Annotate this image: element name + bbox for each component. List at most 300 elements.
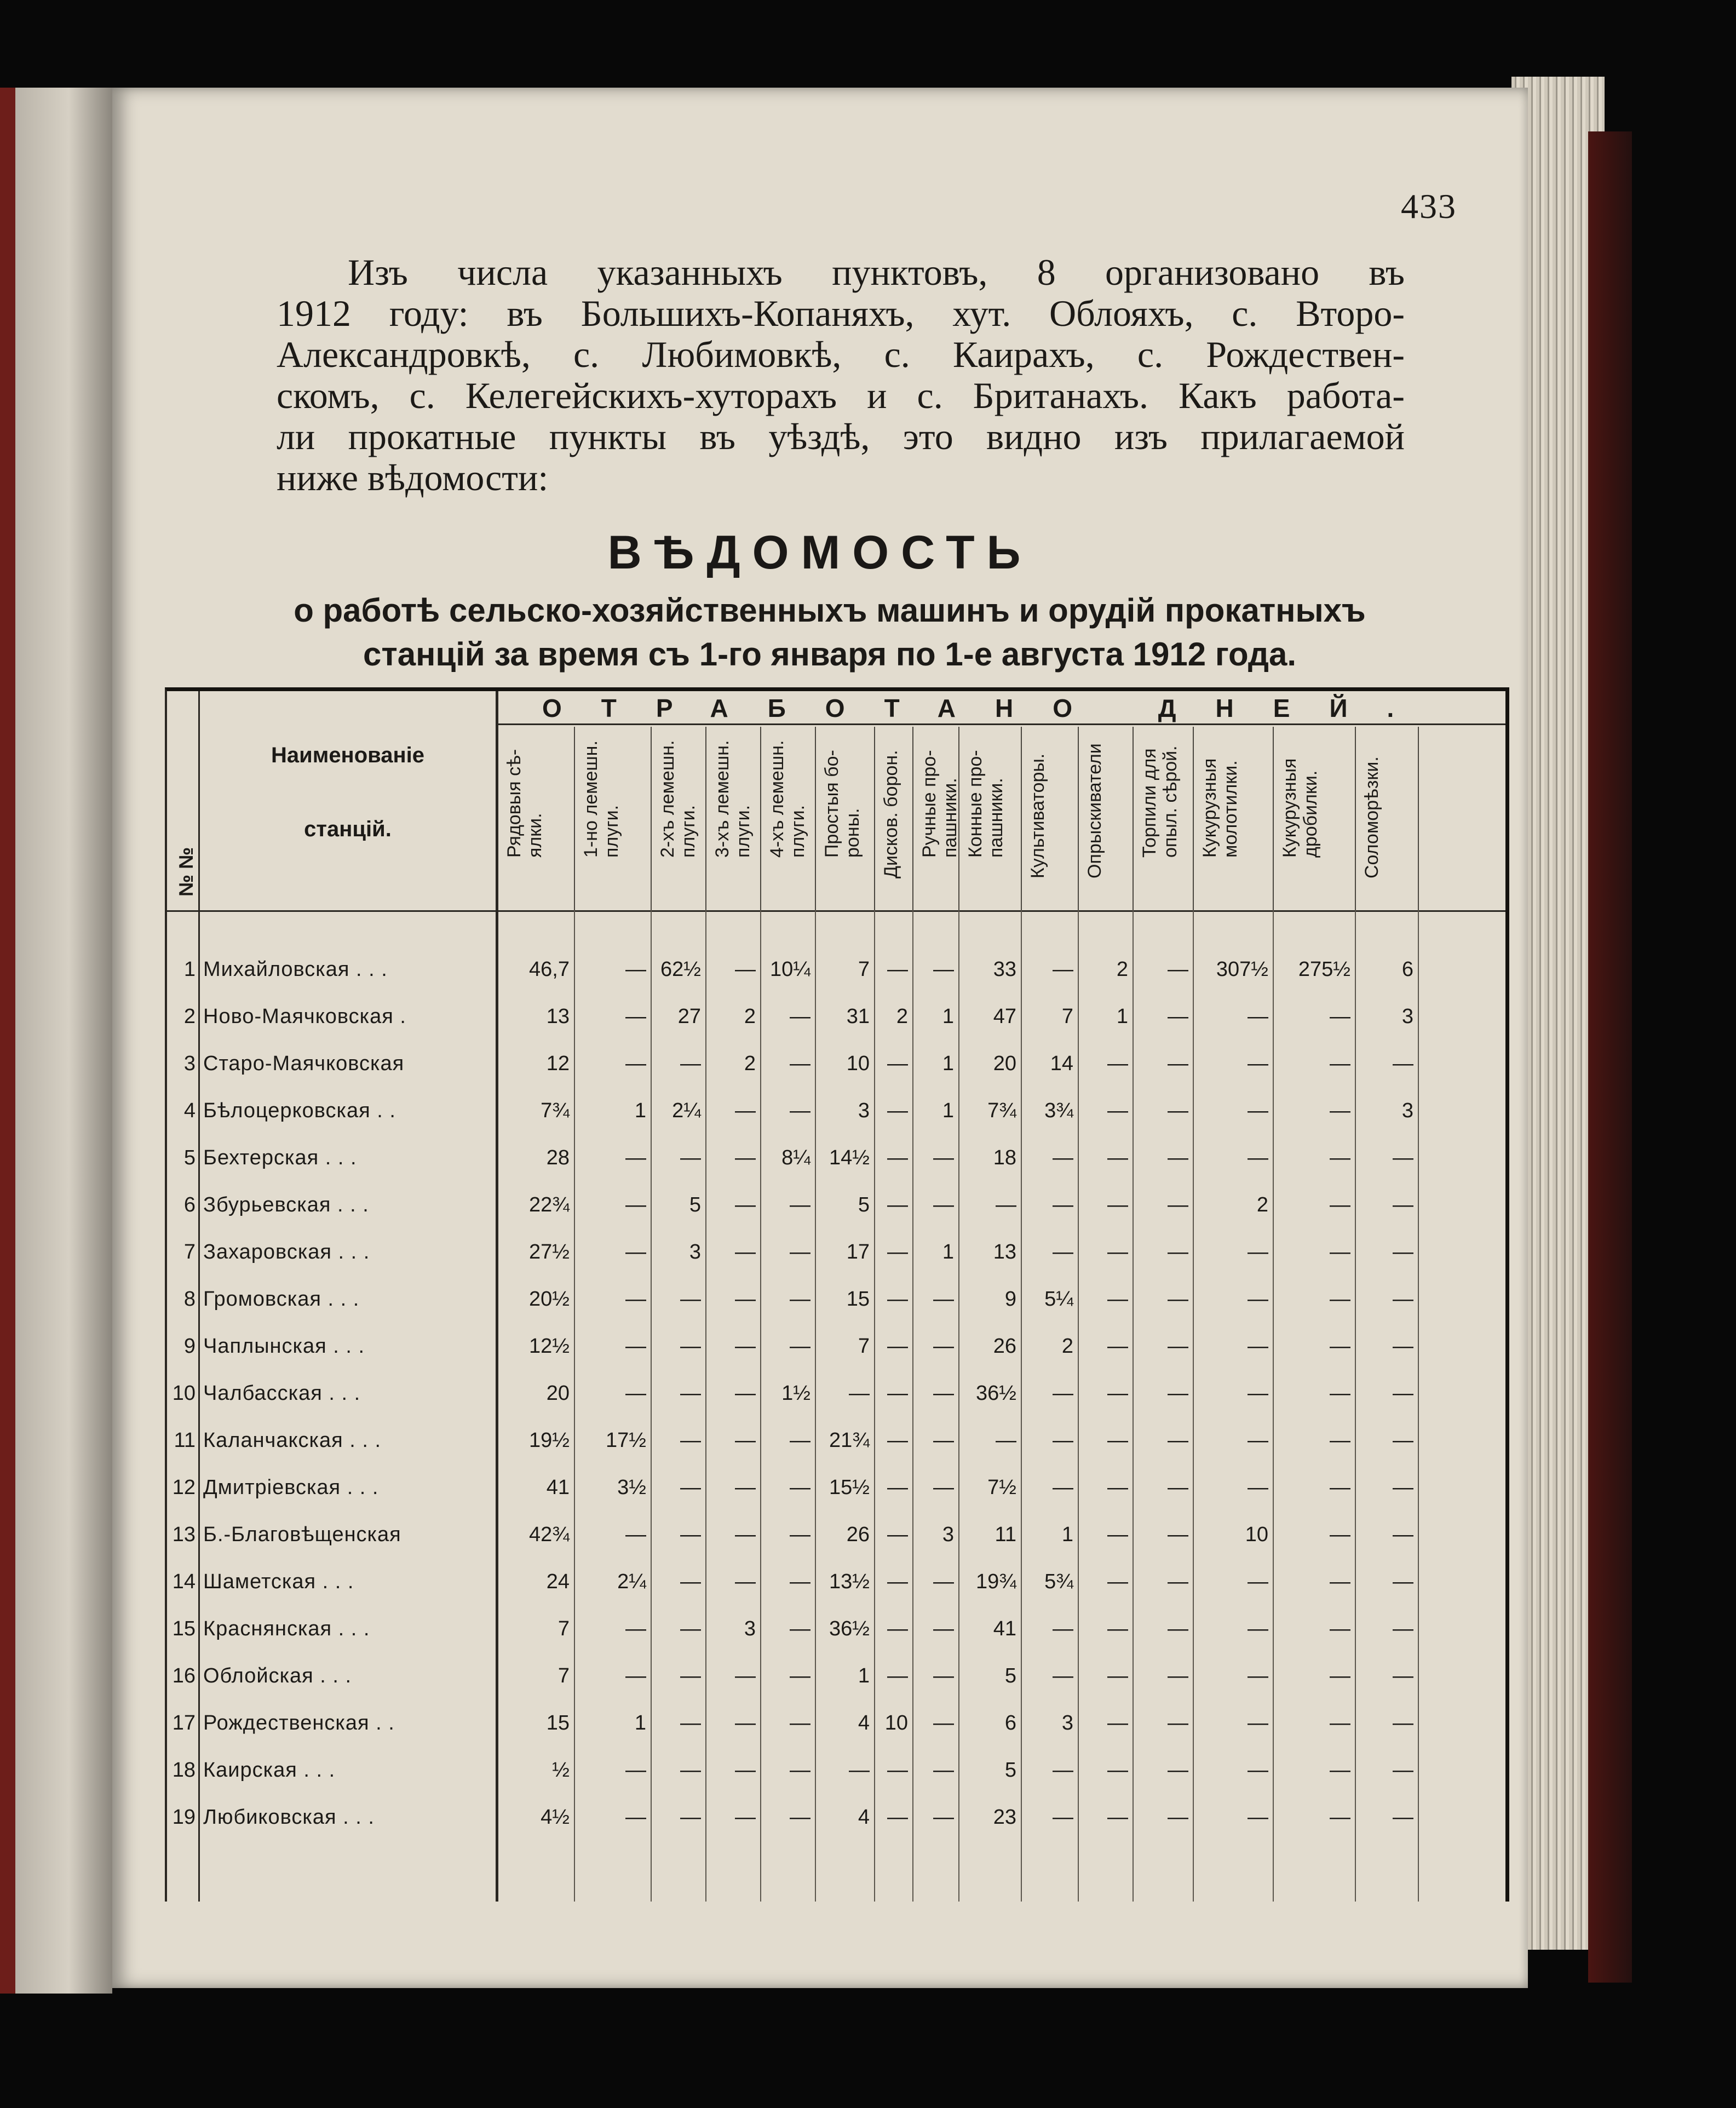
- book-cover-edge: [1588, 131, 1632, 1983]
- table-cell: 3: [942, 1523, 954, 1546]
- table-cell: —: [1107, 1476, 1128, 1499]
- table-cell: 2: [1116, 958, 1128, 981]
- table-cell: —: [933, 1759, 954, 1782]
- document-subtitle: [244, 589, 1416, 676]
- column-header-line: Соломорѣзки.: [1361, 756, 1382, 878]
- table-cell: —: [735, 1146, 756, 1169]
- station-name: Михайловская . . .: [203, 958, 388, 981]
- table-row: [167, 1040, 1505, 1087]
- table-cell: —: [887, 1240, 908, 1263]
- table-cell: —: [887, 1523, 908, 1546]
- table-cell: 10¼: [770, 958, 810, 981]
- station-name: Бехтерская . . .: [203, 1146, 357, 1169]
- table-cell: 17½: [606, 1429, 646, 1452]
- table-cell: —: [887, 958, 908, 981]
- table-cell: —: [680, 1429, 701, 1452]
- column-header-text: [821, 750, 863, 858]
- table-cell: —: [1168, 1759, 1188, 1782]
- table-cell: —: [933, 1382, 954, 1405]
- table-row: [167, 1323, 1505, 1370]
- table-cell: 3: [689, 1240, 701, 1263]
- table-cell: —: [625, 1288, 646, 1311]
- column-header: [1194, 727, 1274, 910]
- column-header-line: Опрыскиватели: [1084, 743, 1105, 878]
- table-cell: —: [1053, 1759, 1073, 1782]
- table-cell: —: [933, 1617, 954, 1640]
- table-cell: —: [996, 1429, 1016, 1452]
- row-number: 14: [172, 1570, 196, 1593]
- table-cell: —: [790, 1759, 810, 1782]
- table-cell: 41: [993, 1617, 1016, 1640]
- station-name: Ново-Маячковская .: [203, 1005, 406, 1028]
- table-cell: 3¾: [1044, 1099, 1073, 1122]
- column-header-line: плуги.: [678, 805, 699, 858]
- table-cell: —: [1330, 1005, 1350, 1028]
- station-name: Чалбасская . . .: [203, 1382, 361, 1405]
- table-cell: 7: [557, 1617, 570, 1640]
- table-cell: 6: [1004, 1711, 1016, 1734]
- table-cell: —: [1053, 1146, 1073, 1169]
- table-cell: —: [790, 1005, 810, 1028]
- table-cell: —: [1393, 1146, 1413, 1169]
- table-cell: 1: [942, 1240, 954, 1263]
- table-cell: —: [1248, 1005, 1268, 1028]
- table-cell: —: [790, 1664, 810, 1687]
- table-cell: —: [680, 1806, 701, 1829]
- table-cell: —: [1248, 1617, 1268, 1640]
- table-cell: —: [933, 1476, 954, 1499]
- table-cell: 26: [846, 1523, 870, 1546]
- table-cell: 21¾: [829, 1429, 870, 1452]
- table-cell: —: [887, 1193, 908, 1216]
- table-cell: —: [1330, 1382, 1350, 1405]
- column-header-text: [1279, 759, 1321, 858]
- table-cell: —: [1330, 1711, 1350, 1734]
- table-cell: 14: [1050, 1052, 1073, 1075]
- table-cell: —: [1248, 1806, 1268, 1829]
- table-cell: —: [680, 1288, 701, 1311]
- table-cell: —: [1107, 1288, 1128, 1311]
- station-name: Б.-Благовѣщенская: [203, 1523, 401, 1546]
- table-cell: 17: [846, 1240, 870, 1263]
- left-page-edge: [0, 88, 112, 1994]
- table-cell: 1: [1061, 1523, 1073, 1546]
- row-number: 17: [172, 1711, 196, 1734]
- table-cell: 62½: [660, 958, 701, 981]
- name-column-header: [200, 691, 498, 910]
- table-cell: 24: [546, 1570, 570, 1593]
- column-header-line: Ручные про-: [919, 750, 940, 858]
- number-column-header: [167, 691, 200, 910]
- column-header: [761, 727, 816, 910]
- table-cell: —: [1248, 1382, 1268, 1405]
- table-cell: 15: [546, 1711, 570, 1734]
- table-cell: —: [887, 1429, 908, 1452]
- table-cell: —: [625, 958, 646, 981]
- table-cell: 20: [546, 1382, 570, 1405]
- table-cell: —: [625, 1664, 646, 1687]
- column-header: [1274, 727, 1356, 910]
- table-row: [167, 1699, 1505, 1747]
- table-cell: —: [1330, 1288, 1350, 1311]
- table-cell: —: [933, 1664, 954, 1687]
- table-cell: —: [1107, 1429, 1128, 1452]
- table-row: [167, 1794, 1505, 1841]
- table-cell: 23: [993, 1806, 1016, 1829]
- table-row: [167, 1464, 1505, 1511]
- column-header-text: [580, 740, 622, 858]
- table-cell: —: [625, 1759, 646, 1782]
- table-cell: —: [887, 1806, 908, 1829]
- table-cell: 4½: [541, 1806, 570, 1829]
- table-cell: —: [735, 1759, 756, 1782]
- table-cell: —: [790, 1193, 810, 1216]
- station-name: Бѣлоцерковская . .: [203, 1099, 396, 1122]
- table-cell: —: [735, 1335, 756, 1358]
- column-header-line: 2-хъ лемешн.: [657, 740, 678, 858]
- table-cell: 46,7: [529, 958, 570, 981]
- column-header: [1134, 727, 1194, 910]
- table-cell: —: [680, 1570, 701, 1593]
- station-name: Захаровская . . .: [203, 1240, 370, 1263]
- table-cell: 5: [689, 1193, 701, 1216]
- table-cell: —: [680, 1382, 701, 1405]
- table-cell: —: [1248, 1476, 1268, 1499]
- table-cell: —: [1330, 1099, 1350, 1122]
- subtitle-line: станцій за время съ 1-го января по 1-е августа 1912 года.: [363, 636, 1297, 673]
- table-cell: —: [1053, 1382, 1073, 1405]
- table-cell: —: [1107, 1664, 1128, 1687]
- table-cell: 2¼: [672, 1099, 701, 1122]
- table-cell: —: [680, 1711, 701, 1734]
- table-cell: —: [1393, 1382, 1413, 1405]
- table-cell: —: [1248, 1335, 1268, 1358]
- table-cell: —: [887, 1570, 908, 1593]
- table-cell: —: [1053, 1806, 1073, 1829]
- table-cell: 13: [993, 1240, 1016, 1263]
- table-cell: —: [1248, 1429, 1268, 1452]
- table-cell: 7: [858, 1335, 870, 1358]
- table-cell: —: [1393, 1335, 1413, 1358]
- table-cell: —: [790, 1570, 810, 1593]
- column-header-text: [657, 740, 699, 858]
- table-cell: —: [1330, 1193, 1350, 1216]
- station-name: Збурьевская . . .: [203, 1193, 369, 1216]
- table-cell: —: [625, 1382, 646, 1405]
- table-cell: —: [1168, 1429, 1188, 1452]
- table-cell: 27½: [529, 1240, 570, 1263]
- column-header-line: пашники.: [940, 778, 961, 858]
- table-cell: 7: [858, 958, 870, 981]
- table-cell: —: [625, 1146, 646, 1169]
- table-cell: 33: [993, 958, 1016, 981]
- table-cell: —: [735, 1664, 756, 1687]
- table-cell: —: [1168, 1005, 1188, 1028]
- table-cell: —: [790, 1240, 810, 1263]
- table-cell: —: [790, 1099, 810, 1122]
- name-header-line: станцій.: [304, 817, 392, 841]
- table-cell: 20½: [529, 1288, 570, 1311]
- column-header-text: [919, 750, 961, 858]
- table-cell: 3: [744, 1617, 756, 1640]
- table-cell: —: [680, 1523, 701, 1546]
- table-cell: 5: [858, 1193, 870, 1216]
- table-row: [167, 1134, 1505, 1181]
- table-cell: —: [735, 1523, 756, 1546]
- table-cell: —: [1330, 1759, 1350, 1782]
- column-header-line: плуги.: [601, 805, 622, 858]
- table-cell: —: [1393, 1711, 1413, 1734]
- table-cell: —: [1248, 1711, 1268, 1734]
- row-number: 7: [183, 1240, 196, 1263]
- table-row: [167, 1417, 1505, 1464]
- column-header-text: [504, 749, 545, 858]
- table-row: [167, 1370, 1505, 1417]
- table-cell: —: [1393, 1240, 1413, 1263]
- table-cell: —: [1330, 1476, 1350, 1499]
- table-cell: 19½: [529, 1429, 570, 1452]
- paragraph-line: ли прокатные пункты въ уѣздѣ, это видно изъ прилагаемой: [277, 416, 1405, 457]
- table-cell: —: [735, 1429, 756, 1452]
- paragraph-line: Александровкѣ, с. Любимовкѣ, с. Каирахъ, с. Рождествен-: [277, 334, 1405, 375]
- table-cell: —: [625, 1052, 646, 1075]
- table-cell: 12½: [529, 1335, 570, 1358]
- row-number: 5: [183, 1146, 196, 1169]
- table-cell: —: [887, 1664, 908, 1687]
- column-header-line: дробилки.: [1300, 770, 1321, 858]
- table-cell: —: [933, 1806, 954, 1829]
- table-cell: —: [1330, 1806, 1350, 1829]
- table-cell: —: [1330, 1570, 1350, 1593]
- table-cell: —: [1248, 1240, 1268, 1263]
- table-cell: —: [1330, 1335, 1350, 1358]
- table-cell: —: [1107, 1382, 1128, 1405]
- column-header-line: Простыя бо-: [821, 750, 842, 858]
- machines-table: [165, 687, 1509, 1902]
- column-header: [1079, 727, 1134, 910]
- book-page: [112, 88, 1528, 1988]
- table-cell: —: [933, 1146, 954, 1169]
- document-title: ВѢДОМОСТЬ: [607, 526, 1033, 579]
- column-header-line: Дисков. борон.: [881, 750, 901, 878]
- row-number: 3: [183, 1052, 196, 1075]
- table-cell: —: [887, 1335, 908, 1358]
- station-name: Краснянская . . .: [203, 1617, 370, 1640]
- table-cell: 28: [546, 1146, 570, 1169]
- table-cell: —: [680, 1759, 701, 1782]
- table-cell: —: [1107, 1146, 1128, 1169]
- table-cell: —: [1393, 1429, 1413, 1452]
- table-cell: —: [680, 1052, 701, 1075]
- row-number: 8: [183, 1288, 196, 1311]
- table-cell: —: [1053, 1617, 1073, 1640]
- table-cell: 7¾: [541, 1099, 570, 1122]
- column-header-line: Рядовыя сѣ-: [504, 749, 525, 858]
- table-cell: —: [625, 1005, 646, 1028]
- table-cell: 4: [858, 1711, 870, 1734]
- table-row: [167, 993, 1505, 1040]
- station-name: Старо-Маячковская: [203, 1052, 405, 1075]
- table-cell: 275½: [1298, 958, 1350, 981]
- table-cell: —: [1248, 1759, 1268, 1782]
- table-cell: —: [735, 1382, 756, 1405]
- column-header-text: [767, 740, 808, 858]
- table-cell: —: [625, 1240, 646, 1263]
- table-cell: —: [1107, 1240, 1128, 1263]
- station-name: Дмитріевская . . .: [203, 1476, 379, 1499]
- table-cell: 1: [942, 1052, 954, 1075]
- table-cell: —: [1248, 1664, 1268, 1687]
- column-header-line: плуги.: [787, 805, 808, 858]
- table-cell: —: [1168, 1806, 1188, 1829]
- table-cell: —: [625, 1193, 646, 1216]
- table-cell: 10: [884, 1711, 908, 1734]
- table-cell: 1: [634, 1099, 646, 1122]
- table-cell: —: [1107, 1759, 1128, 1782]
- column-header: [652, 727, 706, 910]
- column-header-text: [1199, 759, 1241, 858]
- table-cell: 9: [1004, 1288, 1016, 1311]
- table-cell: 3½: [617, 1476, 646, 1499]
- table-cell: —: [680, 1146, 701, 1169]
- table-cell: 7: [557, 1664, 570, 1687]
- table-row: [167, 1747, 1505, 1794]
- table-cell: —: [1107, 1570, 1128, 1593]
- table-cell: 8¼: [781, 1146, 810, 1169]
- table-row: [167, 1652, 1505, 1699]
- table-cell: 2: [896, 1005, 908, 1028]
- table-cell: 19¾: [976, 1570, 1016, 1593]
- paragraph-line: Изъ числа указанныхъ пунктовъ, 8 организовано въ: [348, 251, 1405, 293]
- table-cell: —: [1053, 958, 1073, 981]
- table-cell: 7¾: [987, 1099, 1016, 1122]
- table-cell: —: [735, 1570, 756, 1593]
- group-header: ОТРАБОТАНО ДНЕЙ.: [498, 691, 1505, 725]
- table-cell: —: [887, 1288, 908, 1311]
- table-cell: —: [680, 1617, 701, 1640]
- table-cell: —: [790, 1711, 810, 1734]
- column-header: [816, 727, 875, 910]
- table-cell: 11: [995, 1523, 1016, 1546]
- number-header-text: № №: [175, 847, 197, 897]
- column-header-line: Конные про-: [965, 750, 986, 858]
- table-cell: —: [790, 1617, 810, 1640]
- table-cell: 5: [1004, 1759, 1016, 1782]
- intro-paragraph: [277, 252, 1405, 498]
- table-cell: —: [1107, 1806, 1128, 1829]
- table-cell: 10: [846, 1052, 870, 1075]
- table-cell: —: [933, 1288, 954, 1311]
- paragraph-line: 1912 году: въ Большихъ-Копаняхъ, хут. Облояхъ, с. Второ-: [277, 292, 1405, 334]
- column-header-text: [965, 750, 1007, 858]
- table-cell: 5¼: [1044, 1288, 1073, 1311]
- table-cell: —: [1168, 1193, 1188, 1216]
- table-cell: —: [887, 1476, 908, 1499]
- column-header-line: ялки.: [525, 813, 545, 858]
- table-cell: 10: [1245, 1523, 1268, 1546]
- table-cell: —: [933, 1429, 954, 1452]
- table-cell: 3: [1401, 1005, 1413, 1028]
- row-number: 6: [183, 1193, 196, 1216]
- table-cell: —: [790, 1429, 810, 1452]
- station-name: Шаметская . . .: [203, 1570, 354, 1593]
- column-header-line: роны.: [842, 808, 863, 858]
- column-header-line: 4-хъ лемешн.: [767, 740, 787, 858]
- table-cell: —: [1393, 1052, 1413, 1075]
- table-cell: —: [887, 1382, 908, 1405]
- table-cell: 2: [1256, 1193, 1268, 1216]
- table-cell: 1: [942, 1099, 954, 1122]
- paragraph-line: ниже вѣдомости:: [277, 457, 549, 498]
- table-cell: —: [1168, 1617, 1188, 1640]
- column-header: [1022, 727, 1079, 910]
- table-cell: —: [887, 1617, 908, 1640]
- table-cell: 3: [1401, 1099, 1413, 1122]
- table-cell: —: [1168, 958, 1188, 981]
- table-cell: —: [735, 958, 756, 981]
- column-header-line: опыл. сѣрой.: [1160, 745, 1181, 858]
- table-cell: —: [790, 1052, 810, 1075]
- table-cell: —: [1107, 1617, 1128, 1640]
- table-cell: —: [1393, 1193, 1413, 1216]
- table-cell: —: [1248, 1570, 1268, 1593]
- table-cell: —: [1168, 1052, 1188, 1075]
- column-header-line: 3-хъ лемешн.: [712, 740, 733, 858]
- row-number: 2: [183, 1005, 196, 1028]
- table-cell: —: [1107, 1335, 1128, 1358]
- table-cell: —: [1168, 1099, 1188, 1122]
- table-cell: —: [1393, 1288, 1413, 1311]
- row-number: 15: [172, 1617, 196, 1640]
- table-cell: —: [735, 1476, 756, 1499]
- table-cell: 36½: [976, 1382, 1016, 1405]
- column-header-line: Кукурузныя: [1199, 758, 1220, 858]
- row-number: 19: [172, 1806, 196, 1829]
- table-cell: 36½: [829, 1617, 870, 1640]
- table-row: [167, 1276, 1505, 1323]
- table-cell: —: [625, 1806, 646, 1829]
- table-cell: —: [735, 1099, 756, 1122]
- table-cell: —: [933, 1193, 954, 1216]
- table-cell: 5: [1004, 1664, 1016, 1687]
- table-cell: 4: [858, 1806, 870, 1829]
- table-cell: 5¾: [1044, 1570, 1073, 1593]
- table-cell: —: [887, 1099, 908, 1122]
- table-cell: 2: [744, 1052, 756, 1075]
- table-cell: —: [790, 1476, 810, 1499]
- table-cell: 22¾: [529, 1193, 570, 1216]
- table-row: [167, 1511, 1505, 1558]
- table-cell: —: [735, 1240, 756, 1263]
- table-cell: —: [1330, 1429, 1350, 1452]
- table-cell: —: [849, 1759, 870, 1782]
- table-cell: —: [1168, 1570, 1188, 1593]
- table-cell: —: [1330, 1617, 1350, 1640]
- station-name: Рождественская . .: [203, 1711, 395, 1734]
- table-cell: —: [1053, 1664, 1073, 1687]
- column-header-line: Торпили для: [1139, 748, 1160, 858]
- table-cell: —: [1393, 1617, 1413, 1640]
- table-cell: —: [790, 1523, 810, 1546]
- table-cell: —: [887, 1052, 908, 1075]
- table-cell: 42¾: [529, 1523, 570, 1546]
- column-header-text: [712, 740, 754, 858]
- station-name: Облойская . . .: [203, 1664, 352, 1687]
- row-number: 1: [183, 958, 196, 981]
- row-number: 9: [183, 1335, 196, 1358]
- table-cell: —: [680, 1335, 701, 1358]
- table-cell: 13½: [829, 1570, 870, 1593]
